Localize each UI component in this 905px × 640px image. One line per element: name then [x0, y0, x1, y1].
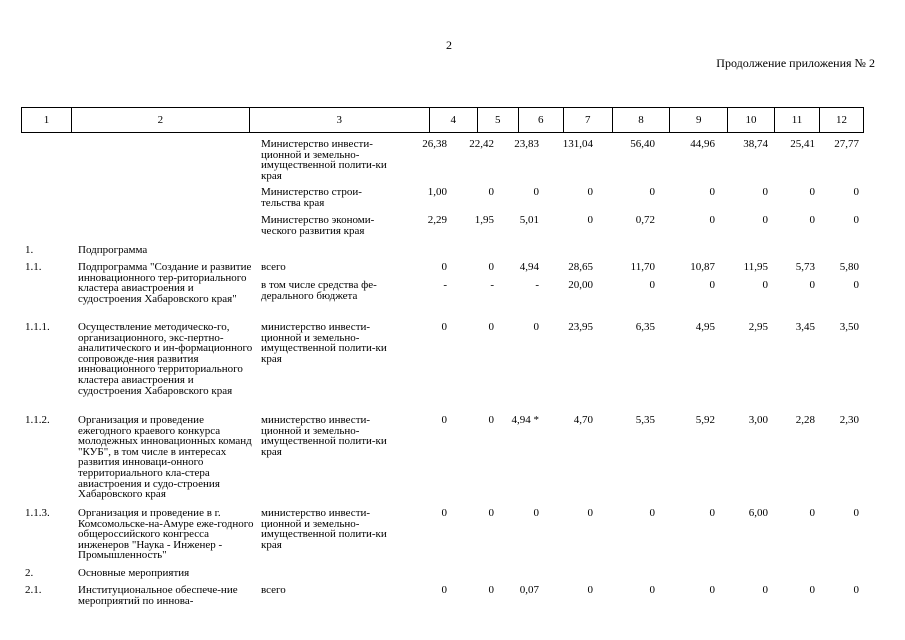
value-col-10: 38,74 — [743, 138, 768, 150]
value-col-9: 0 — [709, 584, 715, 596]
value-col-4: 0 — [441, 321, 447, 333]
row-number: 2.1. — [25, 584, 42, 596]
value-col-11: 2,28 — [795, 414, 815, 426]
row-executor: всего — [261, 584, 286, 596]
header-col-7: 7 — [563, 107, 613, 133]
value-col-12: 0 — [853, 214, 859, 226]
header-col-12: 12 — [819, 107, 864, 133]
value-col-8: 0 — [649, 507, 655, 519]
row-number: 1.1. — [25, 261, 42, 273]
row-executor: в том числе средства фе-дерального бюджета — [261, 279, 377, 302]
value-col-10: 11,95 — [743, 261, 768, 273]
value-col-11: 5,73 — [795, 261, 815, 273]
value-col-8: 0 — [649, 186, 655, 198]
value-col-10: 0 — [762, 584, 768, 596]
header-col-8: 8 — [612, 107, 671, 133]
row-executor: Министерство строи-тельства края — [261, 186, 362, 209]
value-col-4: - — [443, 279, 447, 291]
row-number: 1.1.1. — [25, 321, 50, 333]
value-col-11: 3,45 — [795, 321, 815, 333]
value-col-11: 0 — [809, 214, 815, 226]
value-col-9: 0 — [709, 186, 715, 198]
row-number: 1.1.2. — [25, 414, 50, 426]
value-col-6: 4,94 * — [511, 414, 539, 426]
header-col-6: 6 — [518, 107, 564, 133]
table-header — [21, 107, 864, 133]
value-col-5: 0 — [488, 584, 494, 596]
value-col-12: 0 — [853, 507, 859, 519]
value-col-7: 0 — [587, 584, 593, 596]
value-col-12: 2,30 — [839, 414, 859, 426]
row-executor: всего — [261, 261, 286, 273]
value-col-5: 0 — [488, 261, 494, 273]
value-col-5: 0 — [488, 186, 494, 198]
value-col-10: 0 — [762, 186, 768, 198]
value-col-12: 0 — [853, 584, 859, 596]
row-number: 1. — [25, 244, 34, 256]
value-col-9: 5,92 — [695, 414, 715, 426]
row-name: Институциональное обеспече-ние мероприятий по иннова- — [78, 584, 238, 607]
row-executor: министерство инвести-ционной и земельно-имущественной полити-ки края — [261, 414, 387, 458]
row-name: Организация и проведение в г. Комсомольске-на-Амуре еже-годного общероссийского конгресса инженеров "Наука - Инженер - Промышленность" — [78, 507, 254, 562]
continuation-label: Продолжение приложения № 2 — [716, 56, 875, 70]
value-col-4: 26,38 — [422, 138, 447, 150]
value-col-7: 0 — [587, 214, 593, 226]
value-col-5: 0 — [488, 321, 494, 333]
value-col-7: 23,95 — [568, 321, 593, 333]
header-col-1: 1 — [21, 107, 72, 133]
row-name: Подпрограмма — [78, 244, 148, 256]
value-col-12: 5,80 — [839, 261, 859, 273]
row-name: Организация и проведение ежегодного краевого конкурса молодежных инновационных команд "КУБ", в том числе в интересах развития инноваци-онного территориального кла-стера авиастроения и судо-строения Хабаровского края — [78, 414, 252, 501]
value-col-6: 23,83 — [514, 138, 539, 150]
value-col-11: 0 — [809, 279, 815, 291]
value-col-4: 0 — [441, 584, 447, 596]
value-col-12: 0 — [853, 186, 859, 198]
value-col-8: 5,35 — [635, 414, 655, 426]
value-col-8: 6,35 — [635, 321, 655, 333]
row-number: 2. — [25, 567, 34, 579]
value-col-10: 3,00 — [748, 414, 768, 426]
value-col-6: 0 — [533, 507, 539, 519]
value-col-6: - — [535, 279, 539, 291]
value-col-8: 0 — [649, 584, 655, 596]
header-col-10: 10 — [727, 107, 775, 133]
header-col-11: 11 — [774, 107, 820, 133]
value-col-8: 0 — [649, 279, 655, 291]
row-executor: Министерство экономи-ческого развития края — [261, 214, 375, 237]
header-col-3: 3 — [249, 107, 430, 133]
value-col-10: 2,95 — [748, 321, 768, 333]
row-executor: министерство инвести-ционной и земельно-имущественной полити-ки края — [261, 507, 387, 551]
value-col-7: 20,00 — [568, 279, 593, 291]
value-col-6: 0,07 — [519, 584, 539, 596]
value-col-5: 0 — [488, 414, 494, 426]
value-col-5: 1,95 — [474, 214, 494, 226]
value-col-11: 0 — [809, 507, 815, 519]
value-col-4: 0 — [441, 261, 447, 273]
value-col-9: 0 — [709, 214, 715, 226]
value-col-6: 4,94 — [519, 261, 539, 273]
value-col-6: 0 — [533, 321, 539, 333]
value-col-9: 0 — [709, 507, 715, 519]
value-col-11: 0 — [809, 186, 815, 198]
value-col-7: 4,70 — [573, 414, 593, 426]
value-col-4: 0 — [441, 507, 447, 519]
value-col-12: 3,50 — [839, 321, 859, 333]
value-col-9: 0 — [709, 279, 715, 291]
row-name: Подпрограмма "Создание и развитие инновационного тер-риториального кластера авиастроения и судостроения Хабаровского края" — [78, 261, 252, 305]
header-col-2: 2 — [71, 107, 250, 133]
value-col-5: - — [490, 279, 494, 291]
value-col-7: 0 — [587, 186, 593, 198]
value-col-6: 0 — [533, 186, 539, 198]
row-executor: Министерство инвести-ционной и земельно-имущественной полити-ки края — [261, 138, 387, 182]
value-col-9: 10,87 — [690, 261, 715, 273]
value-col-4: 2,29 — [427, 214, 447, 226]
value-col-10: 0 — [762, 279, 768, 291]
page-number: 2 — [446, 38, 452, 52]
value-col-8: 56,40 — [630, 138, 655, 150]
value-col-8: 0,72 — [635, 214, 655, 226]
value-col-5: 22,42 — [469, 138, 494, 150]
value-col-4: 0 — [441, 414, 447, 426]
value-col-9: 44,96 — [690, 138, 715, 150]
row-name: Основные мероприятия — [78, 567, 190, 579]
value-col-7: 28,65 — [568, 261, 593, 273]
value-col-5: 0 — [488, 507, 494, 519]
header-col-5: 5 — [477, 107, 519, 133]
value-col-10: 6,00 — [748, 507, 768, 519]
value-col-7: 0 — [587, 507, 593, 519]
value-col-12: 27,77 — [834, 138, 859, 150]
row-name: Осуществление методическо-го, организационного, экс-пертно-аналитического и ин-формационного сопровожде-ния развития инновационного территориального кластера авиастроения и судостроения Хабаровского края — [78, 321, 253, 397]
value-col-7: 131,04 — [562, 138, 593, 150]
value-col-9: 4,95 — [695, 321, 715, 333]
value-col-11: 0 — [809, 584, 815, 596]
value-col-11: 25,41 — [790, 138, 815, 150]
row-number: 1.1.3. — [25, 507, 50, 519]
value-col-6: 5,01 — [519, 214, 539, 226]
value-col-4: 1,00 — [427, 186, 447, 198]
row-executor: министерство инвести-ционной и земельно-имущественной полити-ки края — [261, 321, 387, 365]
header-col-4: 4 — [429, 107, 478, 133]
header-col-9: 9 — [669, 107, 728, 133]
value-col-12: 0 — [853, 279, 859, 291]
value-col-10: 0 — [762, 214, 768, 226]
value-col-8: 11,70 — [630, 261, 655, 273]
